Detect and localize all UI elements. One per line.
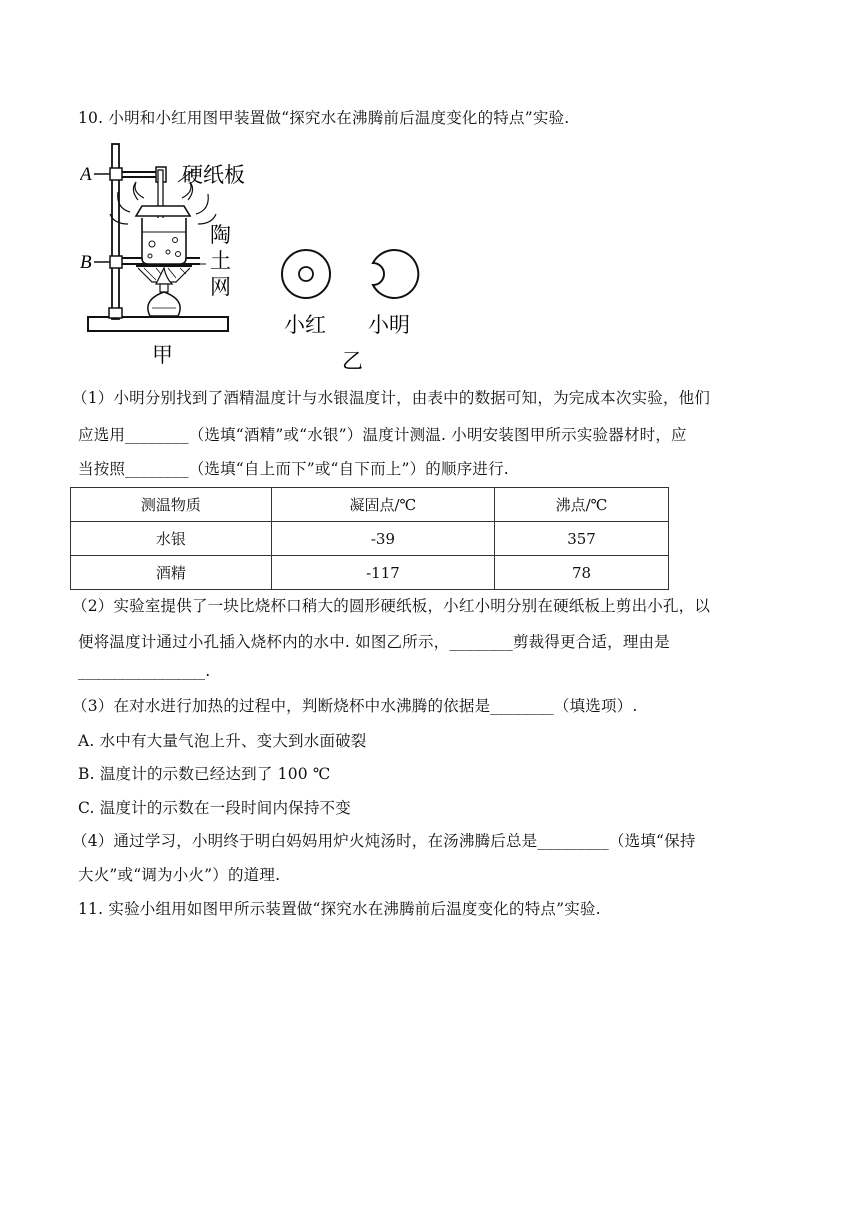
table-header-cell: 测温物质 [71,488,272,522]
q10-title: 10. 小明和小红用图甲装置做“探究水在沸腾前后温度变化的特点”实验. [78,109,570,127]
disc-xiaoming [373,250,418,298]
p2-line2: 便将温度计通过小孔插入烧杯内的水中. 如图乙所示，________剪裁得更合适，理由是 [78,633,670,651]
p4-line1: （4）通过学习，小明终于明白妈妈用炉火炖汤时，在汤沸腾后总是_________（选填“保持 [72,832,696,850]
table-cell: 酒精 [71,556,272,590]
alcohol-lamp [148,292,180,316]
data-table [70,487,669,590]
option-a: A. 水中有大量气泡上升、变大到水面破裂 [78,732,367,750]
apparatus-figure [80,140,440,370]
table-row [71,522,669,556]
table-header-cell: 沸点/℃ [495,488,669,522]
label-tu: 土 [210,249,231,273]
q11-title: 11. 实验小组用如图甲所示装置做“探究水在沸腾前后温度变化的特点”实验. [78,900,601,918]
label-xiaoming: 小明 [368,313,410,337]
label-A: A [80,164,92,185]
table-cell: 357 [495,522,669,556]
stand-base [88,317,228,331]
p1-line3: 当按照________（选填“自上而下”或“自下而上”）的顺序进行. [78,460,509,478]
label-tao: 陶 [210,223,231,247]
p3-line1: （3）在对水进行加热的过程中，判断烧杯中水沸腾的依据是________（填选项）. [72,697,638,715]
table-header-row [71,488,669,522]
p1-line1: （1）小明分别找到了酒精温度计与水银温度计，由表中的数据可知，为完成本次实验，他们 [72,389,711,407]
label-wang: 网 [210,275,231,299]
p1-line2: 应选用________（选填“酒精”或“水银”）温度计测温. 小明安装图甲所示实验器材时，应 [78,426,687,444]
label-B: B [80,252,92,273]
option-b: B. 温度计的示数已经达到了 100 ℃ [78,765,331,783]
p4-line2: 大火”或“调为小火”）的道理. [78,866,281,884]
option-c: C. 温度计的示数在一段时间内保持不变 [78,799,351,817]
label-yi: 乙 [342,349,363,370]
table-cell: 78 [495,556,669,590]
disc-xiaohong-hole [299,267,313,281]
table-cell: -117 [271,556,494,590]
table-cell: 水银 [71,522,272,556]
p2-line1: （2）实验室提供了一块比烧杯口稍大的圆形硬纸板，小红小明分别在硬纸板上剪出小孔，以 [72,597,711,615]
p2-line3: ________________. [78,662,211,680]
label-xiaohong: 小红 [284,313,326,337]
label-jia: 甲 [152,343,173,367]
table-cell: -39 [271,522,494,556]
table-header-cell: 凝固点/℃ [271,488,494,522]
table-row [71,556,669,590]
cardboard-cover [136,206,190,216]
label-cardboard: 硬纸板 [182,163,245,187]
